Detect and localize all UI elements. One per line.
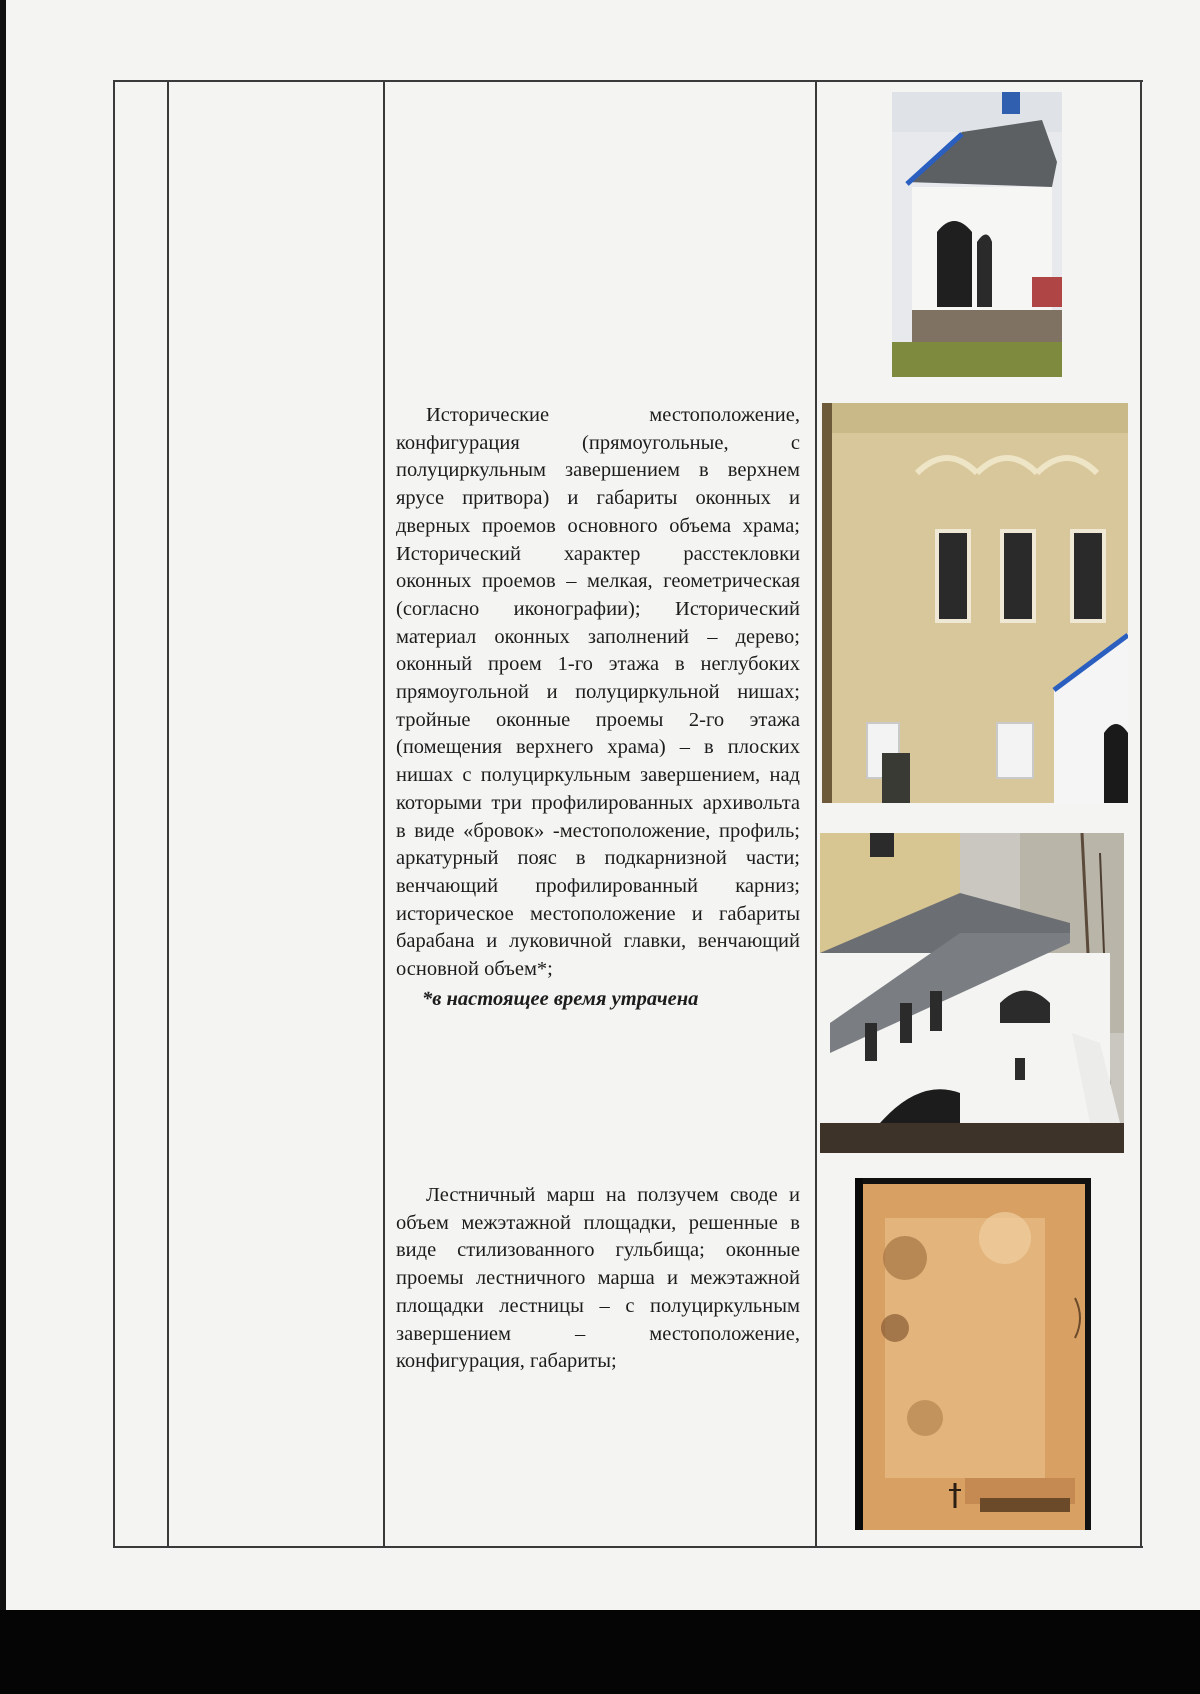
column-divider-3 (815, 80, 817, 1548)
column-divider-2 (383, 80, 385, 1548)
scan-left-edge (0, 0, 6, 1610)
features-paragraph-2: Лестничный марш на ползучем своде и объем межэтажной площадки, решенные в виде стилизованного гульбища; оконные проемы лестничного марша и межэтажной площадки лестницы – с полуциркульным завершением – местоположение, конфигурация, габариты; (396, 1184, 800, 1373)
column-divider-1 (167, 80, 169, 1548)
lost-element-note: *в настоящее время утрачена (422, 987, 699, 1010)
scan-bottom-band (0, 1610, 1200, 1694)
porch-photo (892, 92, 1062, 377)
table-top-border (113, 80, 1143, 82)
table-bottom-border (113, 1546, 1143, 1548)
staircase-annex-photo (820, 833, 1124, 1153)
protected-features-text-2 (396, 1182, 800, 1376)
table-right-border (1140, 80, 1142, 1548)
archival-photo (855, 1178, 1091, 1530)
facade-windows-photo (822, 403, 1128, 803)
protected-features-text-1 (396, 402, 800, 1013)
features-paragraph-1: Исторические местоположение, конфигурация (прямоугольные, с полуциркульным завершением в верхнем ярусе притвора) и габариты оконных и дверных проемов основного объема храма; Исторический характер расстекловки оконных проемов – мелкая, геометрическая (согласно иконографии); Исторический материал оконных заполнений – дерево; оконный проем 1-го этажа в неглубоких прямоугольной и полуциркульной нишах; тройные оконные проемы 2-го этажа (помещения верхнего храма) – в плоских нишах с полуциркульным завершением, над которыми три профилированных архивольта в виде «бровок» -местоположение, профиль; аркатурный пояс в подкарнизной части; венчающий профилированный карниз; историческое местоположение и габариты барабана и луковичной главки, венчающий основной объем*; (396, 404, 800, 981)
table-left-border (113, 80, 115, 1548)
